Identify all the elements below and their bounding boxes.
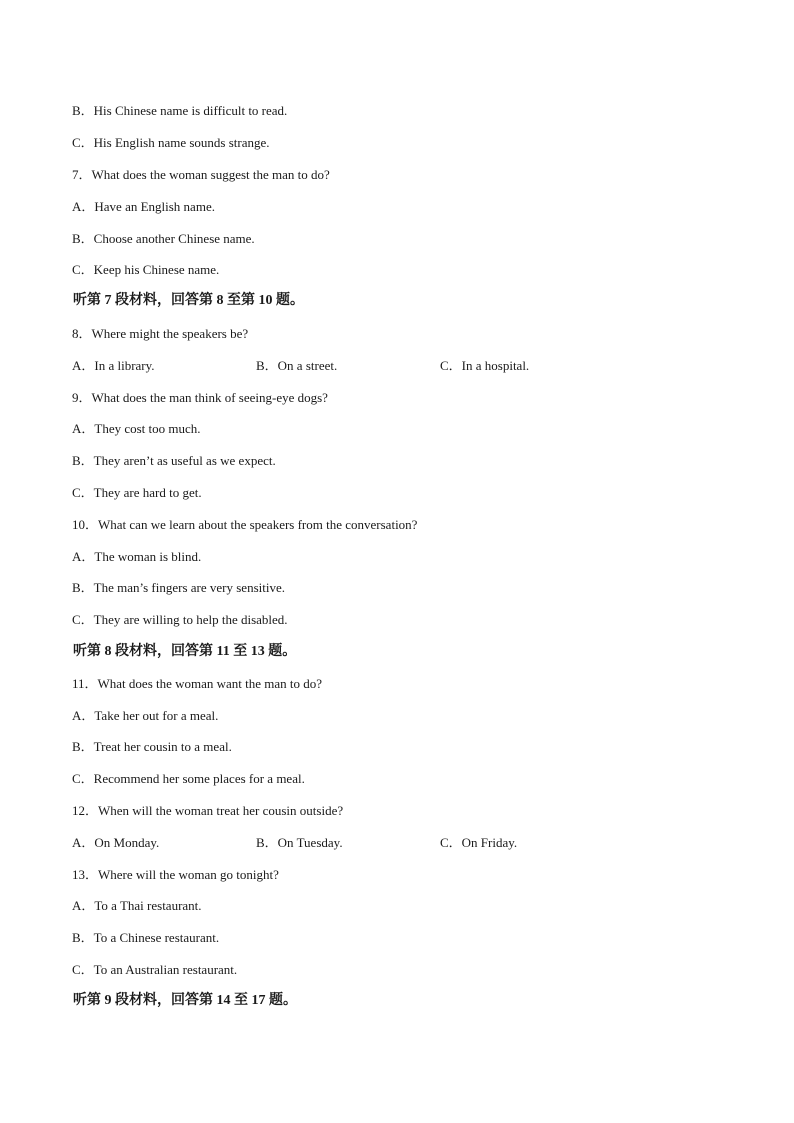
option-c-q13: C．To an Australian restaurant. [72, 962, 238, 977]
option-c-q12: C．On Friday. [440, 835, 518, 850]
question-9: 9．What does the man think of seeing-eye dogs? [72, 390, 328, 405]
option-b-q13: B．To a Chinese restaurant. [72, 930, 220, 945]
question-12: 12．When will the woman treat her cousin outside? [72, 803, 344, 818]
option-c-q10: C．They are willing to help the disabled. [72, 612, 288, 627]
section-heading-9: 听第 9 段材料，回答第 14 至 17 题。 [73, 993, 297, 1008]
option-b-q6: B．His Chinese name is difficult to read. [72, 103, 288, 118]
option-b-q10: B．The man’s fingers are very sensitive. [72, 580, 285, 595]
option-a-q12: A．On Monday. [72, 835, 160, 850]
option-b-q12: B．On Tuesday. [256, 835, 343, 850]
question-10: 10．What can we learn about the speakers from the conversation? [72, 517, 418, 532]
option-a-q7: A．Have an English name. [72, 199, 215, 214]
option-c-q7: C．Keep his Chinese name. [72, 262, 220, 277]
option-c-q8: C．In a hospital. [440, 358, 530, 373]
option-a-q8: A．In a library. [72, 358, 155, 373]
question-11: 11．What does the woman want the man to do? [72, 676, 323, 691]
option-b-q8: B．On a street. [256, 358, 338, 373]
option-c-q9: C．They are hard to get. [72, 485, 202, 500]
question-13: 13．Where will the woman go tonight? [72, 867, 279, 882]
option-a-q9: A．They cost too much. [72, 421, 201, 436]
option-a-q13: A．To a Thai restaurant. [72, 898, 202, 913]
option-b-q11: B．Treat her cousin to a meal. [72, 739, 232, 754]
option-a-q10: A．The woman is blind. [72, 549, 202, 564]
option-c-q6: C．His English name sounds strange. [72, 135, 270, 150]
option-b-q7: B．Choose another Chinese name. [72, 231, 255, 246]
option-c-q11: C．Recommend her some places for a meal. [72, 771, 305, 786]
question-7: 7．What does the woman suggest the man to do? [72, 167, 330, 182]
option-b-q9: B．They aren’t as useful as we expect. [72, 453, 276, 468]
section-heading-8: 听第 8 段材料，回答第 11 至 13 题。 [73, 644, 297, 659]
section-heading-7: 听第 7 段材料，回答第 8 至第 10 题。 [73, 293, 304, 308]
question-8: 8．Where might the speakers be? [72, 326, 249, 341]
option-a-q11: A．Take her out for a meal. [72, 708, 219, 723]
